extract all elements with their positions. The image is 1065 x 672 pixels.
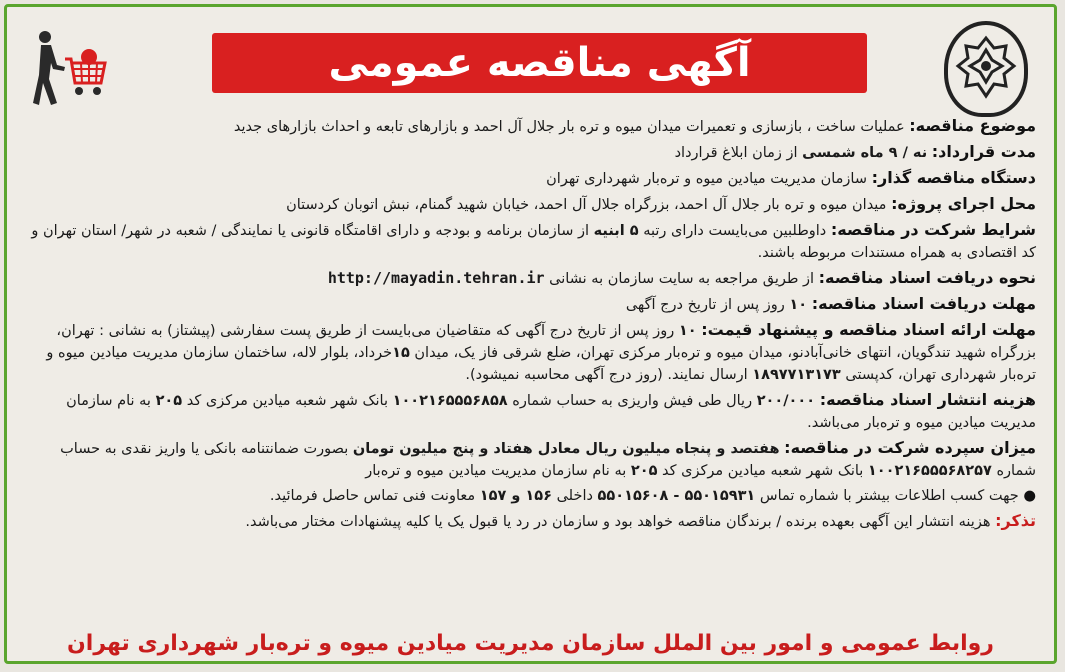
deposit-text-a: بصورت ضمانتنامه بانکی یا واریز نقدی به حساب شماره: [60, 441, 1036, 479]
bullet-icon: ●: [1023, 488, 1036, 504]
conditions-row: [25, 219, 1036, 264]
website-link[interactable]: http://mayadin.tehran.ir: [327, 269, 545, 287]
submit-deadline-row: [25, 319, 1036, 386]
contact-text-a: جهت کسب اطلاعات بیشتر با شماره تماس: [759, 488, 1019, 504]
contact-text-c: معاونت فنی تماس حاصل فرمائید.: [269, 488, 476, 504]
receive-deadline-days: ۱۰: [789, 297, 808, 313]
submit-deadline-days: ۱۰: [678, 323, 697, 339]
deposit-text-c: به نام سازمان مدیریت میادین میوه و تره‌بار: [365, 463, 627, 479]
contact-text-b: داخلی: [556, 488, 593, 504]
note-label: تذکر:: [995, 511, 1036, 530]
publication-cost-amount: ۲۰۰/۰۰۰: [756, 393, 816, 409]
subject-label: موضوع مناقصه:: [909, 116, 1036, 135]
organizer-text: سازمان مدیریت میادین میوه و تره‌بار شهرداری تهران: [546, 171, 867, 187]
receive-deadline-text: روز پس از تاریخ درج آگهی: [625, 297, 785, 313]
duration-label: مدت قرارداد:: [931, 142, 1036, 161]
receive-deadline-label: مهلت دریافت اسناد مناقصه:: [811, 294, 1036, 313]
deposit-account: ۱۰۰۲۱۶۵۵۵۶۸۲۵۷: [867, 463, 992, 479]
footer-public-relations: روابط عمومی و امور بین الملل سازمان مدیریت میادین میوه و تره‌بار شهرداری تهران: [67, 631, 994, 656]
duration-row: [25, 141, 1036, 164]
publication-cost-row: [25, 389, 1036, 434]
receive-method-label: نحوه دریافت اسناد مناقصه:: [818, 268, 1036, 287]
publication-cost-label: هزینه انتشار اسناد مناقصه:: [819, 390, 1036, 409]
duration-text: از زمان ابلاغ قرارداد: [674, 145, 798, 161]
tehran-municipality-emblem-icon: [944, 21, 1028, 117]
conditions-label: شرایط شرکت در مناقصه:: [830, 220, 1036, 239]
location-label: محل اجرای پروژه:: [891, 194, 1036, 213]
postal-code: ۱۸۹۷۷۱۳۱۷۳: [752, 367, 841, 383]
deposit-text-b: بانک شهر شعبه میادین مرکزی کد: [662, 463, 864, 479]
contact-phones: ۵۵۰۱۵۹۳۱ - ۵۵۰۱۵۶۰۸: [597, 488, 756, 504]
subject-text: عملیات ساخت ، بازسازی و تعمیرات میدان میوه و تره بار جلال آل احمد و بازارهای تابعه و احداث بازارهای جدید: [233, 119, 905, 135]
submit-deadline-text-c: ارسال نمایند. (روز درج آگهی محاسبه نمیشود).: [465, 367, 748, 383]
receive-method-row: [25, 267, 1036, 290]
submit-deadline-date: ۱۵: [392, 345, 410, 361]
organizer-label: دستگاه مناقصه گذار:: [871, 168, 1036, 187]
notice-frame: [4, 4, 1057, 664]
duration-value: نه / ۹ ماه شمسی: [802, 145, 928, 161]
deposit-row: [25, 437, 1036, 482]
publication-cost-text-a: ریال طی فیش واریزی به حساب شماره: [512, 393, 753, 409]
submit-deadline-label: مهلت ارائه اسناد مناقصه و پیشنهاد قیمت:: [701, 320, 1036, 339]
deposit-branch-code: ۲۰۵: [630, 463, 658, 479]
publication-cost-branch-code: ۲۰۵: [155, 393, 183, 409]
publication-cost-text-c: به نام سازمان مدیریت میادین میوه و تره‌بار می‌باشد.: [66, 393, 1036, 431]
conditions-text-b: از سازمان برنامه و بودجه و دارای اقامتگاه قانونی یا نمایندگی / شعبه در شهر/ استان تهران و کد اقتصادی به همراه مستندات مربوطه باشند.: [31, 223, 1036, 261]
subject-row: [25, 115, 1036, 138]
note-row: [25, 510, 1036, 533]
publication-cost-account: ۱۰۰۲۱۶۵۵۵۶۸۵۸: [392, 393, 508, 409]
location-text: میدان میوه و تره بار جلال آل احمد، بزرگراه جلال آل احمد، خیابان شهید گمنام، نبش اتوبان کردستان: [286, 197, 887, 213]
deposit-amount: هفتصد و پنجاه میلیون ریال معادل هفتاد و پنج میلیون تومان: [352, 441, 780, 457]
organizer-row: [25, 167, 1036, 190]
receive-method-text: از طریق مراجعه به سایت سازمان به نشانی: [549, 271, 815, 287]
person-with-cart-icon: [31, 29, 111, 109]
note-text: هزینه انتشار این آگهی بعهده برنده / برندگان مناقصه خواهد بود و سازمان در رد یا قبول یک یا کلیه پیشنهادات مختار می‌باشد.: [245, 514, 991, 530]
submit-deadline-text-a: روز پس از تاریخ درج آگهی که متقاضیان می‌بایست از طریق پست سفارشی (پیشتاز) به نشانی : تهران، بزرگراه شهید تندگویان، انتهای خانی‌آبادنو، میدان میوه و تره‌بار مرکزی تهران، ضلع شرقی فاز یک، میدان: [56, 323, 1036, 361]
contact-extensions: ۱۵۶ و ۱۵۷: [479, 488, 552, 504]
notice-title-banner: آگهی مناقصه عمومی: [212, 33, 867, 93]
location-row: [25, 193, 1036, 216]
conditions-grade: ۵ ابنیه: [593, 223, 639, 239]
submit-deadline-text-b: خرداد، بلوار لاله، ساختمان سازمان مدیریت میادین میوه و تره‌بار شهرداری تهران، کدپستی: [46, 345, 1036, 383]
receive-deadline-row: [25, 293, 1036, 316]
notice-body: [25, 115, 1036, 536]
deposit-label: میزان سپرده شرکت در مناقصه:: [784, 438, 1036, 457]
contact-row: [25, 485, 1036, 507]
conditions-text-a: داوطلبین می‌بایست دارای رتبه: [643, 223, 827, 239]
publication-cost-text-b: بانک شهر شعبه میادین مرکزی کد: [186, 393, 388, 409]
